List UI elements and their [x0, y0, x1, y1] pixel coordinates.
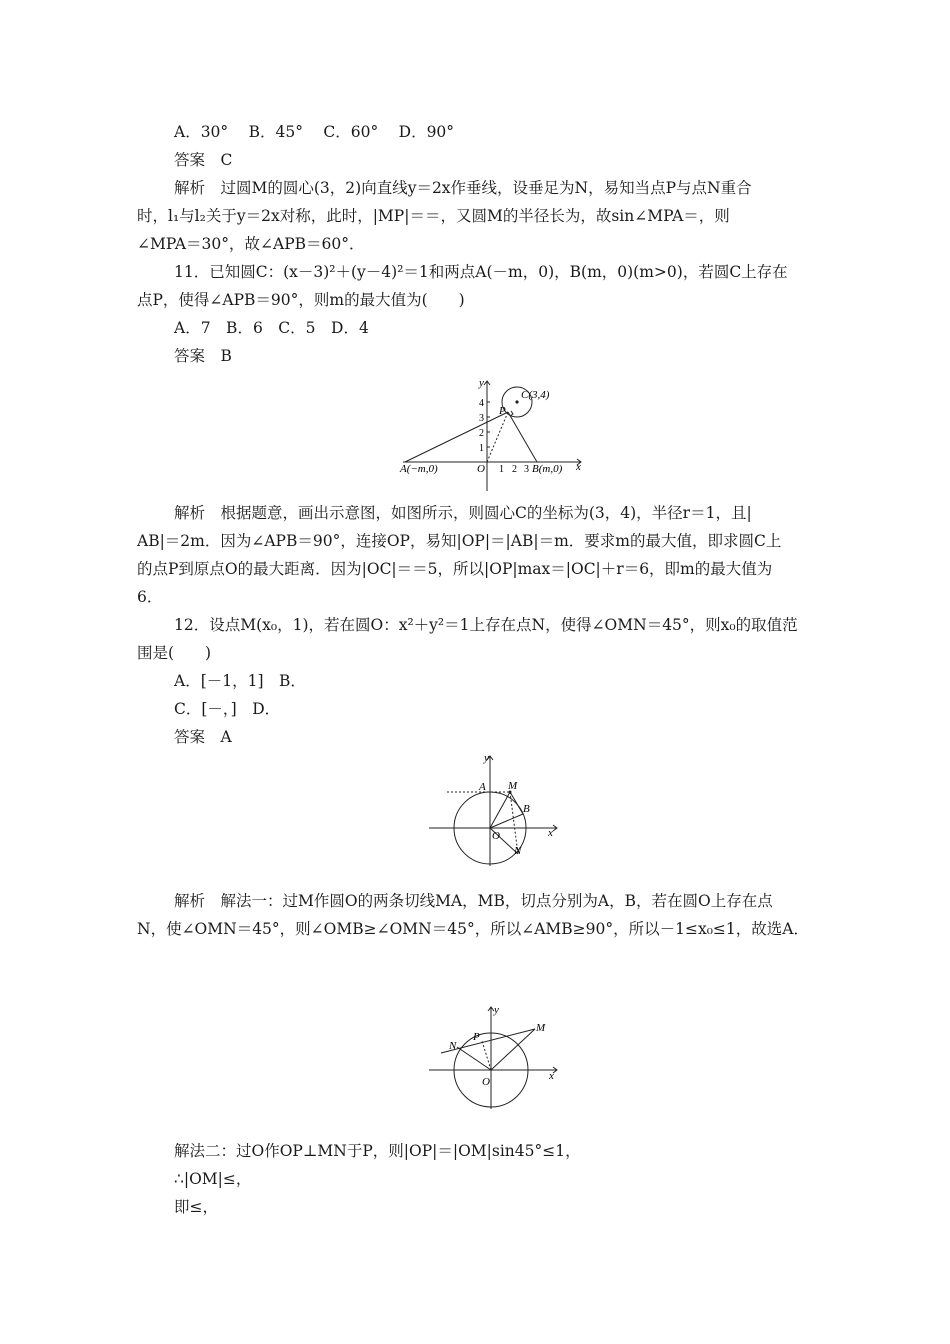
y-tick-2: 2 [479, 428, 484, 439]
point-n-label: N [514, 845, 522, 857]
q11-stem-line-1: 11．已知圆C：(x－3)²＋(y－4)²＝1和两点A(－m，0)，B(m，0)(m>0)，若圆C上存在 [174, 263, 788, 281]
point-m-label: M [508, 780, 518, 792]
x-tick-2: 2 [512, 464, 517, 475]
x-axis-label: x [576, 461, 581, 473]
point-p-label: P [499, 405, 506, 417]
q12-figure-2 [425, 1003, 565, 1113]
origin-label: O [492, 830, 500, 842]
point-b-label: B [523, 803, 530, 815]
point-p-label: P [473, 1031, 480, 1043]
right-angle-mark [510, 411, 513, 416]
point-b-label: B(m,0) [532, 463, 563, 475]
q12-method2-line-2: ∴|OM|≤， [174, 1170, 252, 1188]
x-axis-label: x [549, 1070, 554, 1082]
point-a-label: A [479, 781, 486, 793]
q12-stem-line-1: 12．设点M(x₀，1)，若在圆O：x²＋y²＝1上存在点N，使得∠OMN＝45°，则x₀的取值范 [174, 616, 798, 634]
origin-label: O [477, 463, 485, 475]
q12-stem-line-2: 围是( ) [137, 644, 212, 662]
q10-analysis-line-2: 时，l₁与l₂关于y＝2x对称，此时，|MP|＝＝，又圆M的半径长为，故sin∠MPA＝，则 [137, 207, 730, 225]
segment-ob [490, 814, 523, 828]
q11-analysis-line-1: 解析 根据题意，画出示意图，如图所示，则圆心C的坐标为(3，4)，半径r＝1，且| [174, 504, 752, 522]
y-tick-4: 4 [479, 398, 484, 409]
segment-pb [508, 412, 537, 462]
y-tick-1: 1 [479, 443, 484, 454]
q10-analysis-line-1: 解析 过圆M的圆心(3，2)向直线y＝2x作垂线，设垂足为N，易知当点P与点N重合 [174, 179, 752, 197]
point-m-label: M [536, 1022, 546, 1034]
x-axis-label: x [548, 827, 553, 839]
center-c-point [515, 400, 518, 403]
q12-method2-line-1: 解法二：过O作OP⊥MN于P，则|OP|＝|OM|sin45°≤1， [174, 1142, 581, 1160]
q12-method1-line-2: N，使∠OMN＝45°，则∠OMB≥∠OMN＝45°，所以∠AMB≥90°，所以－1≤x₀≤1，故选A． [137, 920, 809, 938]
q11-analysis-line-3: 的点P到原点O的最大距离．因为|OC|＝＝5，所以|OP|max＝|OC|＋r＝6，即m的最大值为 [137, 560, 773, 578]
segment-op [482, 1041, 491, 1070]
point-c-label: C(3,4) [521, 389, 550, 401]
q11-answer: 答案 B [174, 347, 232, 365]
q10-answer: 答案 C [174, 151, 233, 169]
q11-options: A．7 B．6 C．5 D．4 [174, 319, 369, 337]
q12-method2-line-3: 即≤， [174, 1198, 218, 1216]
q11-figure [395, 375, 595, 493]
x-tick-3: 3 [524, 464, 529, 475]
q11-stem-line-2: 点P，使得∠APB＝90°，则m的最大值为( ) [137, 291, 465, 309]
segment-op [487, 412, 508, 462]
y-tick-3: 3 [479, 413, 484, 424]
segment-mb [510, 792, 523, 814]
q10-options: A．30° B．45° C．60° D．90° [174, 123, 455, 141]
q12-option-line-1: A．[－1，1] B． [174, 672, 306, 690]
segment-om [491, 1029, 535, 1070]
y-axis-label: y [484, 752, 489, 764]
q11-analysis-line-4: 6． [137, 588, 163, 606]
point-a-label: A(−m,0) [400, 463, 438, 475]
y-axis-label: y [494, 1004, 499, 1016]
point-n-label: N [449, 1040, 457, 1052]
origin-label: O [482, 1076, 490, 1088]
q11-analysis-line-2: AB|＝2m．因为∠APB＝90°，连接OP，易知|OP|＝|AB|＝m．要求m的最大值，即求圆C上 [137, 532, 782, 550]
q12-method1-line-1: 解析 解法一：过M作圆O的两条切线MA，MB，切点分别为A，B，若在圆O上存在点 [174, 892, 773, 910]
y-axis-label: y [479, 377, 484, 389]
q12-figure-1 [425, 752, 565, 870]
segment-om [490, 792, 510, 828]
q10-analysis-line-3: ∠MPA＝30°，故∠APB＝60°． [137, 235, 365, 253]
segment-ap [405, 412, 508, 462]
segment-on [457, 1047, 491, 1070]
q12-option-line-2: C．[－，] D． [174, 700, 281, 718]
x-tick-1: 1 [499, 464, 504, 475]
q12-answer: 答案 A [174, 728, 232, 746]
